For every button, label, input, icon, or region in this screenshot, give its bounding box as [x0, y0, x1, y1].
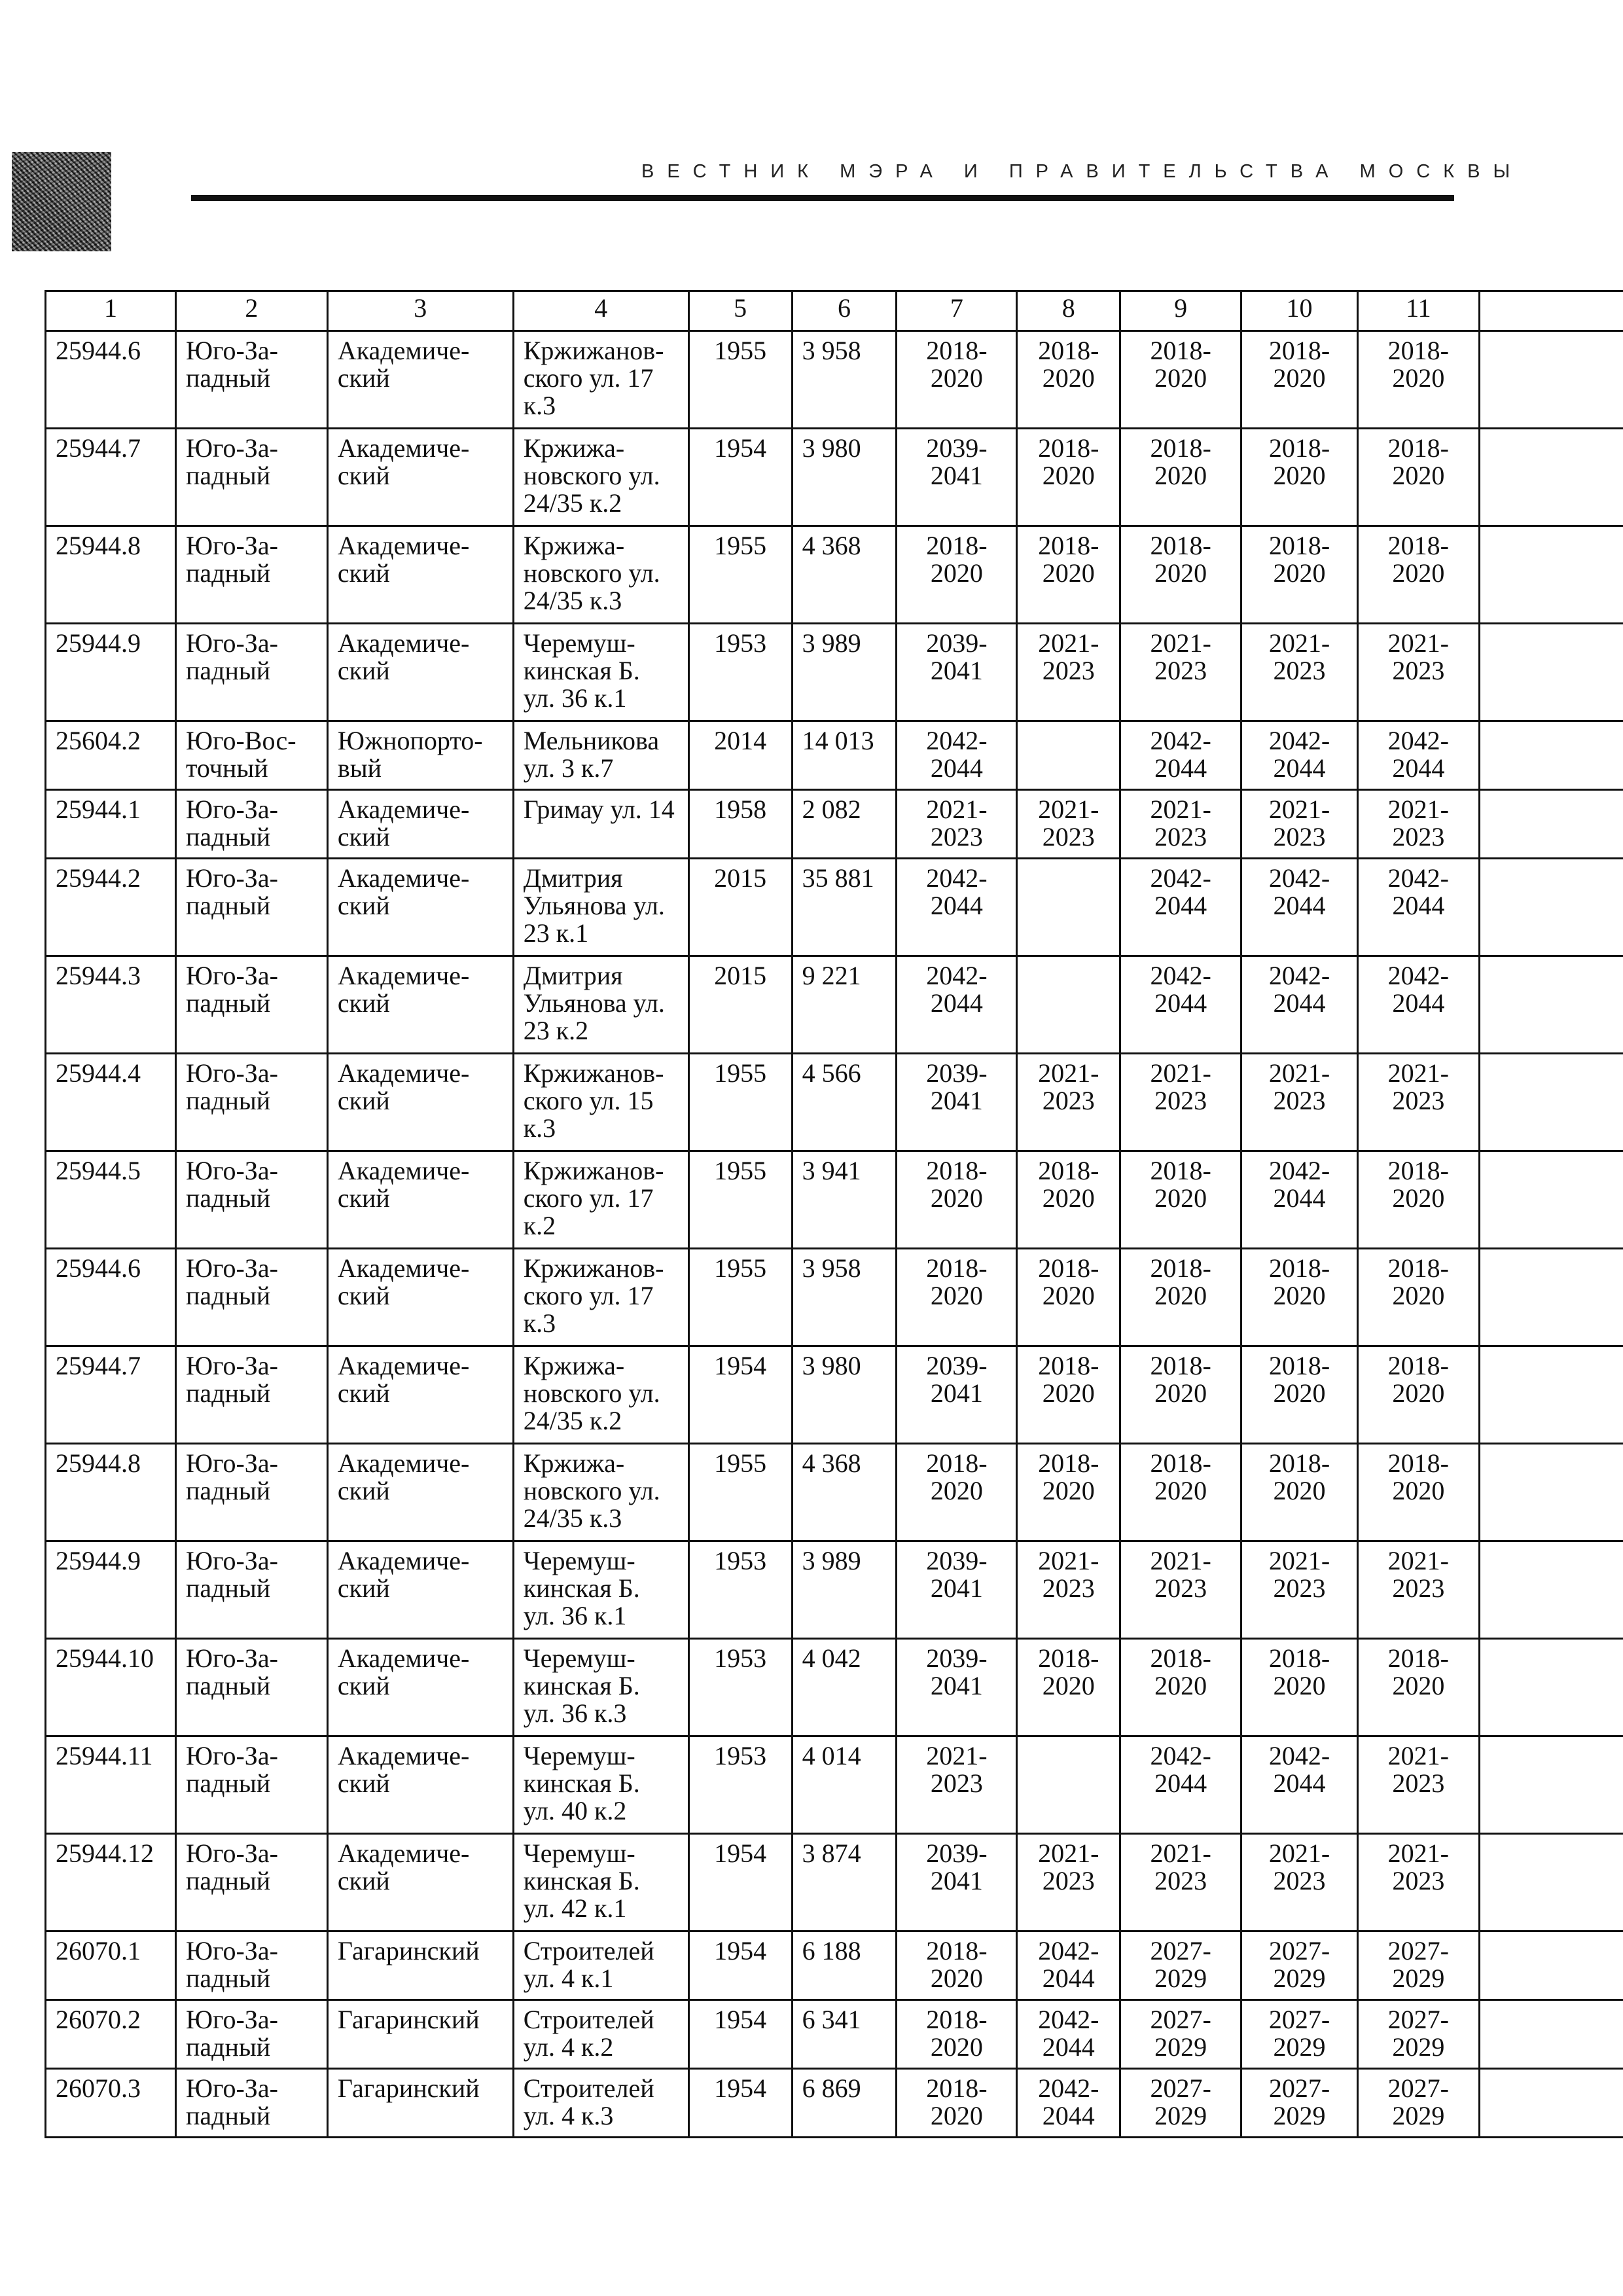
year-cell: 1953 [688, 1541, 792, 1639]
year-cell: 2015 [688, 956, 792, 1054]
address-cell: Строителей ул. 4 к.1 [513, 1931, 688, 2000]
period-cell-7: 2021- 2023 [897, 790, 1017, 859]
period-cell-7: 2018- 2020 [897, 1249, 1017, 1346]
period-cell-7: 2039- 2041 [897, 1346, 1017, 1444]
year-cell: 1954 [688, 1931, 792, 2000]
year-cell: 1955 [688, 1249, 792, 1346]
district-cell: Гагаринский [327, 1931, 513, 2000]
period-cell-7: 2021- 2023 [897, 1736, 1017, 1834]
column-number-header: 8 [1017, 291, 1120, 331]
period-cell-11: 2018- 2020 [1357, 1639, 1479, 1736]
row-id-cell: 25944.12 [46, 1834, 176, 1931]
address-cell: Кржижа- новского ул. 24/35 к.2 [513, 1346, 688, 1444]
period-cell-9: 2021- 2023 [1120, 1054, 1241, 1151]
district-cell: Академиче- ский [327, 1834, 513, 1931]
address-cell: Черемуш- кинская Б. ул. 42 к.1 [513, 1834, 688, 1931]
row-id-cell: 25604.2 [46, 721, 176, 790]
column-number-header: 10 [1241, 291, 1358, 331]
period-cell-10: 2021- 2023 [1241, 790, 1358, 859]
area-cell: 3 980 [792, 429, 897, 526]
row-id-cell: 25944.11 [46, 1736, 176, 1834]
period-cell-8: 2018- 2020 [1017, 1444, 1120, 1541]
table-row [46, 2000, 1623, 2069]
running-head-title: ВЕСТНИК МЭРА И ПРАВИТЕЛЬСТВА МОСКВЫ [641, 161, 1524, 182]
period-cell-7: 2018- 2020 [897, 1931, 1017, 2000]
table-row [46, 2069, 1623, 2138]
year-cell: 1954 [688, 2069, 792, 2138]
period-cell-9: 2042- 2044 [1120, 1736, 1241, 1834]
column-number-header: 2 [175, 291, 327, 331]
area-cell: 3 989 [792, 1541, 897, 1639]
period-cell-8: 2021- 2023 [1017, 624, 1120, 721]
period-cell-9: 2021- 2023 [1120, 1541, 1241, 1639]
corner-texture-mark [12, 152, 111, 251]
blank-cell [1479, 859, 1623, 956]
row-id-cell: 26070.1 [46, 1931, 176, 2000]
table-row [46, 1736, 1623, 1834]
period-cell-10: 2021- 2023 [1241, 624, 1358, 721]
period-cell-10: 2042- 2044 [1241, 1736, 1358, 1834]
row-id-cell: 26070.2 [46, 2000, 176, 2069]
area-cell: 4 368 [792, 1444, 897, 1541]
address-cell: Кржижа- новского ул. 24/35 к.3 [513, 1444, 688, 1541]
blank-cell [1479, 526, 1623, 624]
area-cell: 3 958 [792, 1249, 897, 1346]
period-cell-10: 2021- 2023 [1241, 1054, 1358, 1151]
address-cell: Дмитрия Ульянова ул. 23 к.1 [513, 859, 688, 956]
period-cell-10: 2042- 2044 [1241, 721, 1358, 790]
blank-cell [1479, 331, 1623, 429]
area-cell: 35 881 [792, 859, 897, 956]
area-cell: 6 869 [792, 2069, 897, 2138]
okrug-cell: Юго-За- падный [175, 1931, 327, 2000]
okrug-cell: Юго-Вос- точный [175, 721, 327, 790]
okrug-cell: Юго-За- падный [175, 1151, 327, 1249]
column-number-header-blank [1479, 291, 1623, 331]
period-cell-9: 2018- 2020 [1120, 1639, 1241, 1736]
area-cell: 4 566 [792, 1054, 897, 1151]
period-cell-7: 2018- 2020 [897, 526, 1017, 624]
period-cell-10: 2018- 2020 [1241, 526, 1358, 624]
period-cell-10: 2018- 2020 [1241, 1444, 1358, 1541]
period-cell-8: 2018- 2020 [1017, 1249, 1120, 1346]
blank-cell [1479, 1834, 1623, 1931]
period-cell-11: 2018- 2020 [1357, 429, 1479, 526]
period-cell-7: 2018- 2020 [897, 331, 1017, 429]
period-cell-8: 2018- 2020 [1017, 1639, 1120, 1736]
table-row [46, 790, 1623, 859]
district-cell: Академиче- ский [327, 429, 513, 526]
period-cell-10: 2042- 2044 [1241, 956, 1358, 1054]
period-cell-10: 2042- 2044 [1241, 859, 1358, 956]
blank-cell [1479, 1346, 1623, 1444]
address-cell: Черемуш- кинская Б. ул. 36 к.3 [513, 1639, 688, 1736]
period-cell-11: 2021- 2023 [1357, 790, 1479, 859]
row-id-cell: 25944.7 [46, 429, 176, 526]
blank-cell [1479, 1249, 1623, 1346]
column-number-header: 1 [46, 291, 176, 331]
okrug-cell: Юго-За- падный [175, 1541, 327, 1639]
okrug-cell: Юго-За- падный [175, 1444, 327, 1541]
area-cell: 9 221 [792, 956, 897, 1054]
row-id-cell: 25944.4 [46, 1054, 176, 1151]
period-cell-8 [1017, 956, 1120, 1054]
blank-cell [1479, 2000, 1623, 2069]
period-cell-11: 2042- 2044 [1357, 721, 1479, 790]
row-id-cell: 25944.6 [46, 331, 176, 429]
district-cell: Академиче- ский [327, 1444, 513, 1541]
table-row [46, 721, 1623, 790]
period-cell-8 [1017, 721, 1120, 790]
column-number-header: 11 [1357, 291, 1479, 331]
district-cell: Гагаринский [327, 2069, 513, 2138]
period-cell-11: 2018- 2020 [1357, 1249, 1479, 1346]
period-cell-8: 2042- 2044 [1017, 2000, 1120, 2069]
table-row [46, 331, 1623, 429]
table-row [46, 1151, 1623, 1249]
district-cell: Академиче- ский [327, 956, 513, 1054]
period-cell-8 [1017, 1736, 1120, 1834]
period-cell-7: 2018- 2020 [897, 1444, 1017, 1541]
okrug-cell: Юго-За- падный [175, 1639, 327, 1736]
period-cell-9: 2018- 2020 [1120, 1444, 1241, 1541]
period-cell-9: 2018- 2020 [1120, 429, 1241, 526]
district-cell: Академиче- ский [327, 1151, 513, 1249]
year-cell: 1953 [688, 1639, 792, 1736]
blank-cell [1479, 1541, 1623, 1639]
okrug-cell: Юго-За- падный [175, 1054, 327, 1151]
period-cell-11: 2018- 2020 [1357, 1444, 1479, 1541]
period-cell-11: 2018- 2020 [1357, 1151, 1479, 1249]
period-cell-7: 2042- 2044 [897, 721, 1017, 790]
period-cell-8: 2021- 2023 [1017, 790, 1120, 859]
period-cell-7: 2042- 2044 [897, 956, 1017, 1054]
district-cell: Академиче- ский [327, 624, 513, 721]
blank-cell [1479, 1736, 1623, 1834]
year-cell: 1954 [688, 429, 792, 526]
period-cell-11: 2021- 2023 [1357, 1054, 1479, 1151]
period-cell-11: 2027- 2029 [1357, 2000, 1479, 2069]
area-cell: 4 042 [792, 1639, 897, 1736]
year-cell: 2014 [688, 721, 792, 790]
row-id-cell: 25944.6 [46, 1249, 176, 1346]
column-number-header: 4 [513, 291, 688, 331]
okrug-cell: Юго-За- падный [175, 1249, 327, 1346]
period-cell-9: 2018- 2020 [1120, 331, 1241, 429]
okrug-cell: Юго-За- падный [175, 2069, 327, 2138]
table-row [46, 1346, 1623, 1444]
row-id-cell: 25944.9 [46, 624, 176, 721]
area-cell: 6 341 [792, 2000, 897, 2069]
district-cell: Академиче- ский [327, 526, 513, 624]
district-cell: Гагаринский [327, 2000, 513, 2069]
period-cell-9: 2027- 2029 [1120, 2000, 1241, 2069]
address-cell: Мельникова ул. 3 к.7 [513, 721, 688, 790]
period-cell-7: 2039- 2041 [897, 1834, 1017, 1931]
table-row [46, 859, 1623, 956]
period-cell-8: 2018- 2020 [1017, 1151, 1120, 1249]
address-cell: Строителей ул. 4 к.3 [513, 2069, 688, 2138]
table-row [46, 1834, 1623, 1931]
period-cell-8: 2018- 2020 [1017, 526, 1120, 624]
area-cell: 3 989 [792, 624, 897, 721]
address-cell: Кржижанов- ского ул. 15 к.3 [513, 1054, 688, 1151]
okrug-cell: Юго-За- падный [175, 526, 327, 624]
period-cell-10: 2021- 2023 [1241, 1541, 1358, 1639]
district-cell: Академиче- ский [327, 1054, 513, 1151]
okrug-cell: Юго-За- падный [175, 1834, 327, 1931]
table-row [46, 1054, 1623, 1151]
okrug-cell: Юго-За- падный [175, 859, 327, 956]
area-cell: 2 082 [792, 790, 897, 859]
period-cell-9: 2018- 2020 [1120, 1151, 1241, 1249]
area-cell: 14 013 [792, 721, 897, 790]
period-cell-8: 2021- 2023 [1017, 1054, 1120, 1151]
year-cell: 1955 [688, 331, 792, 429]
district-cell: Академиче- ский [327, 1346, 513, 1444]
period-cell-8: 2021- 2023 [1017, 1834, 1120, 1931]
table-row [46, 1931, 1623, 2000]
address-cell: Кржижанов- ского ул. 17 к.3 [513, 331, 688, 429]
period-cell-11: 2027- 2029 [1357, 1931, 1479, 2000]
blank-cell [1479, 790, 1623, 859]
row-id-cell: 26070.3 [46, 2069, 176, 2138]
district-cell: Академиче- ский [327, 1541, 513, 1639]
period-cell-7: 2039- 2041 [897, 624, 1017, 721]
blank-cell [1479, 1931, 1623, 2000]
period-cell-7: 2039- 2041 [897, 1541, 1017, 1639]
period-cell-7: 2039- 2041 [897, 429, 1017, 526]
blank-cell [1479, 956, 1623, 1054]
period-cell-7: 2039- 2041 [897, 1054, 1017, 1151]
table-row [46, 429, 1623, 526]
address-cell: Черемуш- кинская Б. ул. 36 к.1 [513, 1541, 688, 1639]
period-cell-11: 2021- 2023 [1357, 624, 1479, 721]
address-cell: Кржижанов- ского ул. 17 к.3 [513, 1249, 688, 1346]
address-cell: Черемуш- кинская Б. ул. 40 к.2 [513, 1736, 688, 1834]
period-cell-11: 2042- 2044 [1357, 859, 1479, 956]
okrug-cell: Юго-За- падный [175, 331, 327, 429]
year-cell: 1953 [688, 624, 792, 721]
blank-cell [1479, 2069, 1623, 2138]
blank-cell [1479, 1639, 1623, 1736]
district-cell: Академиче- ский [327, 1249, 513, 1346]
period-cell-7: 2018- 2020 [897, 2000, 1017, 2069]
row-id-cell: 25944.10 [46, 1639, 176, 1736]
period-cell-10: 2018- 2020 [1241, 331, 1358, 429]
district-cell: Академиче- ский [327, 1736, 513, 1834]
okrug-cell: Юго-За- падный [175, 624, 327, 721]
okrug-cell: Юго-За- падный [175, 429, 327, 526]
period-cell-7: 2042- 2044 [897, 859, 1017, 956]
period-cell-8: 2018- 2020 [1017, 429, 1120, 526]
blank-cell [1479, 1151, 1623, 1249]
row-id-cell: 25944.5 [46, 1151, 176, 1249]
period-cell-7: 2039- 2041 [897, 1639, 1017, 1736]
area-cell: 3 958 [792, 331, 897, 429]
district-cell: Южнопорто- вый [327, 721, 513, 790]
table-row [46, 1249, 1623, 1346]
table-row [46, 624, 1623, 721]
period-cell-9: 2042- 2044 [1120, 956, 1241, 1054]
period-cell-8: 2042- 2044 [1017, 2069, 1120, 2138]
blank-cell [1479, 721, 1623, 790]
period-cell-11: 2021- 2023 [1357, 1541, 1479, 1639]
okrug-cell: Юго-За- падный [175, 2000, 327, 2069]
year-cell: 1955 [688, 526, 792, 624]
period-cell-8: 2018- 2020 [1017, 331, 1120, 429]
period-cell-8: 2042- 2044 [1017, 1931, 1120, 2000]
period-cell-8: 2021- 2023 [1017, 1541, 1120, 1639]
header-rule [191, 195, 1454, 201]
address-cell: Черемуш- кинская Б. ул. 36 к.1 [513, 624, 688, 721]
row-id-cell: 25944.7 [46, 1346, 176, 1444]
district-cell: Академиче- ский [327, 1639, 513, 1736]
district-cell: Академиче- ский [327, 790, 513, 859]
period-cell-9: 2018- 2020 [1120, 1249, 1241, 1346]
period-cell-9: 2021- 2023 [1120, 790, 1241, 859]
period-cell-10: 2021- 2023 [1241, 1834, 1358, 1931]
column-number-header: 6 [792, 291, 897, 331]
period-cell-10: 2018- 2020 [1241, 429, 1358, 526]
area-cell: 3 980 [792, 1346, 897, 1444]
district-cell: Академиче- ский [327, 859, 513, 956]
blank-cell [1479, 1054, 1623, 1151]
address-cell: Дмитрия Ульянова ул. 23 к.2 [513, 956, 688, 1054]
period-cell-9: 2042- 2044 [1120, 859, 1241, 956]
table-row [46, 1639, 1623, 1736]
column-number-header: 9 [1120, 291, 1241, 331]
table-row [46, 1541, 1623, 1639]
period-cell-9: 2042- 2044 [1120, 721, 1241, 790]
table-row [46, 956, 1623, 1054]
period-cell-10: 2018- 2020 [1241, 1249, 1358, 1346]
period-cell-11: 2027- 2029 [1357, 2069, 1479, 2138]
okrug-cell: Юго-За- падный [175, 790, 327, 859]
period-cell-8 [1017, 859, 1120, 956]
row-id-cell: 25944.1 [46, 790, 176, 859]
area-cell: 3 874 [792, 1834, 897, 1931]
period-cell-10: 2027- 2029 [1241, 1931, 1358, 2000]
address-cell: Кржижанов- ского ул. 17 к.2 [513, 1151, 688, 1249]
period-cell-9: 2027- 2029 [1120, 2069, 1241, 2138]
address-cell: Кржижа- новского ул. 24/35 к.3 [513, 526, 688, 624]
year-cell: 1954 [688, 1346, 792, 1444]
period-cell-9: 2027- 2029 [1120, 1931, 1241, 2000]
period-cell-10: 2018- 2020 [1241, 1346, 1358, 1444]
row-id-cell: 25944.8 [46, 1444, 176, 1541]
row-id-cell: 25944.9 [46, 1541, 176, 1639]
blank-cell [1479, 429, 1623, 526]
district-cell: Академиче- ский [327, 331, 513, 429]
okrug-cell: Юго-За- падный [175, 956, 327, 1054]
year-cell: 1954 [688, 1834, 792, 1931]
row-id-cell: 25944.2 [46, 859, 176, 956]
area-cell: 3 941 [792, 1151, 897, 1249]
table-row [46, 1444, 1623, 1541]
column-number-header: 5 [688, 291, 792, 331]
address-cell: Гримау ул. 14 [513, 790, 688, 859]
okrug-cell: Юго-За- падный [175, 1346, 327, 1444]
year-cell: 1955 [688, 1444, 792, 1541]
period-cell-11: 2018- 2020 [1357, 1346, 1479, 1444]
year-cell: 1955 [688, 1151, 792, 1249]
blank-cell [1479, 624, 1623, 721]
area-cell: 6 188 [792, 1931, 897, 2000]
period-cell-11: 2018- 2020 [1357, 526, 1479, 624]
year-cell: 1954 [688, 2000, 792, 2069]
period-cell-11: 2042- 2044 [1357, 956, 1479, 1054]
blank-cell [1479, 1444, 1623, 1541]
period-cell-9: 2018- 2020 [1120, 1346, 1241, 1444]
period-cell-7: 2018- 2020 [897, 2069, 1017, 2138]
period-cell-11: 2021- 2023 [1357, 1834, 1479, 1931]
period-cell-10: 2018- 2020 [1241, 1639, 1358, 1736]
column-number-row [46, 291, 1623, 331]
period-cell-8: 2018- 2020 [1017, 1346, 1120, 1444]
row-id-cell: 25944.8 [46, 526, 176, 624]
period-cell-10: 2027- 2029 [1241, 2069, 1358, 2138]
area-cell: 4 014 [792, 1736, 897, 1834]
period-cell-11: 2018- 2020 [1357, 331, 1479, 429]
year-cell: 1958 [688, 790, 792, 859]
address-cell: Кржижа- новского ул. 24/35 к.2 [513, 429, 688, 526]
period-cell-9: 2021- 2023 [1120, 624, 1241, 721]
address-cell: Строителей ул. 4 к.2 [513, 2000, 688, 2069]
period-cell-10: 2027- 2029 [1241, 2000, 1358, 2069]
period-cell-11: 2021- 2023 [1357, 1736, 1479, 1834]
year-cell: 1953 [688, 1736, 792, 1834]
column-number-header: 3 [327, 291, 513, 331]
period-cell-7: 2018- 2020 [897, 1151, 1017, 1249]
schedule-table [45, 290, 1623, 2138]
area-cell: 4 368 [792, 526, 897, 624]
table-body [46, 331, 1623, 2138]
period-cell-9: 2021- 2023 [1120, 1834, 1241, 1931]
row-id-cell: 25944.3 [46, 956, 176, 1054]
period-cell-10: 2042- 2044 [1241, 1151, 1358, 1249]
table-row [46, 526, 1623, 624]
year-cell: 2015 [688, 859, 792, 956]
year-cell: 1955 [688, 1054, 792, 1151]
okrug-cell: Юго-За- падный [175, 1736, 327, 1834]
period-cell-9: 2018- 2020 [1120, 526, 1241, 624]
column-number-header: 7 [897, 291, 1017, 331]
